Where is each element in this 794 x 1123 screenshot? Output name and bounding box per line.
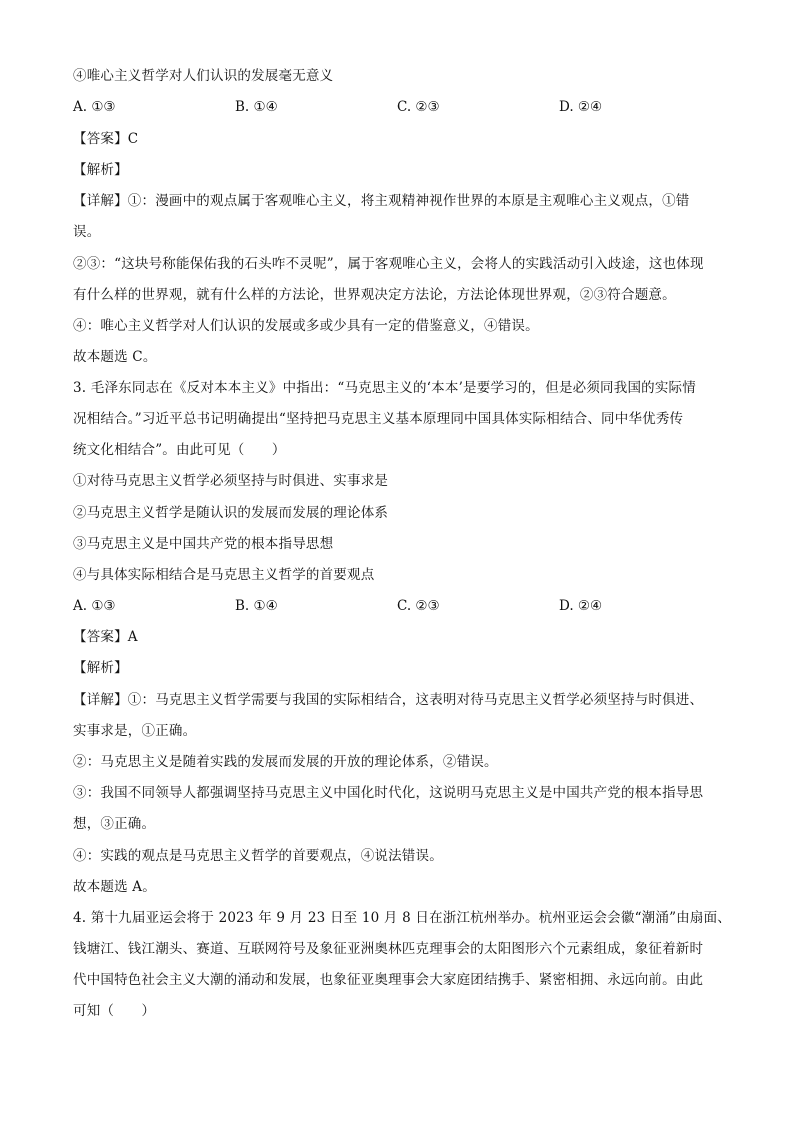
q2-analysis-label: 【解析】 xyxy=(73,162,128,178)
q2-detail-line: 有什么样的世界观，就有什么样的方法论，世界观决定方法论，方法论体现世界观，②③符合题意。 xyxy=(73,287,676,303)
q3-detail-line: ②：马克思主义是随着实践的发展而发展的开放的理论体系，②错误。 xyxy=(73,754,498,770)
q3-option: ③马克思主义是中国共产党的根本指导思想 xyxy=(73,536,334,552)
q3-conclusion: 故本题选 A。 xyxy=(73,879,156,895)
q3-stem-line: 况相结合。”习近平总书记明确提出“坚持把马克思主义基本原理同中国具体实际相结合、同中华优秀传 xyxy=(73,411,684,427)
q2-choice-a: A. ①③ xyxy=(73,99,116,115)
q2-choice-c: C. ②③ xyxy=(397,99,440,115)
q4-stem-line: 4. 第十九届亚运会将于 2023 年 9 月 23 日至 10 月 8 日在浙江杭州举办。杭州亚运会会徽“潮涌”由扇面、 xyxy=(73,910,731,926)
q3-choices xyxy=(73,596,733,616)
q3-stem-line: 统文化相结合”。由此可见（ ） xyxy=(73,442,286,458)
q3-option: ④与具体实际相结合是马克思主义哲学的首要观点 xyxy=(73,567,375,583)
q3-detail-line: 实事求是，①正确。 xyxy=(73,723,197,739)
q2-answer: 【答案】C xyxy=(73,131,139,147)
q4-stem-line: 代中国特色社会主义大潮的涌动和发展，也象征亚奥理事会大家庭团结携手、紧密相拥、永远向前。由此 xyxy=(73,972,704,988)
q2-detail-line: 误。 xyxy=(73,224,101,240)
q3-detail-line: ④：实践的观点是马克思主义哲学的首要观点，④说法错误。 xyxy=(73,848,443,864)
q3-detail-line: 【详解】①：马克思主义哲学需要与我国的实际相结合，这表明对待马克思主义哲学必须坚持与时俱进、 xyxy=(73,692,704,708)
q4-stem-line: 钱塘江、钱江潮头、赛道、互联网符号及象征亚洲奥林匹克理事会的太阳图形六个元素组成，象征着新时 xyxy=(73,941,704,957)
q3-choice-c: C. ②③ xyxy=(397,598,440,614)
q2-choices xyxy=(73,97,733,117)
q2-choice-d: D. ②④ xyxy=(559,99,603,115)
q3-choice-d: D. ②④ xyxy=(559,598,603,614)
q2-detail-line: ②③：“这块号称能保佑我的石头咋不灵呢”，属于客观唯心主义，会将人的实践活动引入歧途，这也体现 xyxy=(73,256,704,272)
q2-detail-line: 【详解】①：漫画中的观点属于客观唯心主义，将主观精神视作世界的本原是主观唯心主义观点，①错 xyxy=(73,193,690,209)
q3-stem-line: 3. 毛泽东同志在《反对本本主义》中指出：“马克思主义的‘本本’是要学习的，但是必须同我国的实际情 xyxy=(73,380,696,396)
q2-conclusion: 故本题选 C。 xyxy=(73,349,157,365)
q3-choice-b: B. ①④ xyxy=(235,598,278,614)
q4-stem-line: 可知（ ） xyxy=(73,1003,156,1019)
q2-detail-line: ④：唯心主义哲学对人们认识的发展或多或少具有一定的借鉴意义，④错误。 xyxy=(73,318,539,334)
q3-option: ②马克思主义哲学是随认识的发展而发展的理论体系 xyxy=(73,505,389,521)
q3-choice-a: A. ①③ xyxy=(73,598,116,614)
q3-analysis-label: 【解析】 xyxy=(73,660,128,676)
q2-choice-b: B. ①④ xyxy=(235,99,278,115)
q3-detail-line: ③：我国不同领导人都强调坚持马克思主义中国化时代化，这说明马克思主义是中国共产党的根本指导思 xyxy=(73,785,704,801)
q3-detail-line: 想，③正确。 xyxy=(73,816,156,832)
q2-option-4: ④唯心主义哲学对人们认识的发展毫无意义 xyxy=(73,68,334,84)
q3-option: ①对待马克思主义哲学必须坚持与时俱进、实事求是 xyxy=(73,473,389,489)
q3-answer: 【答案】A xyxy=(73,629,138,645)
